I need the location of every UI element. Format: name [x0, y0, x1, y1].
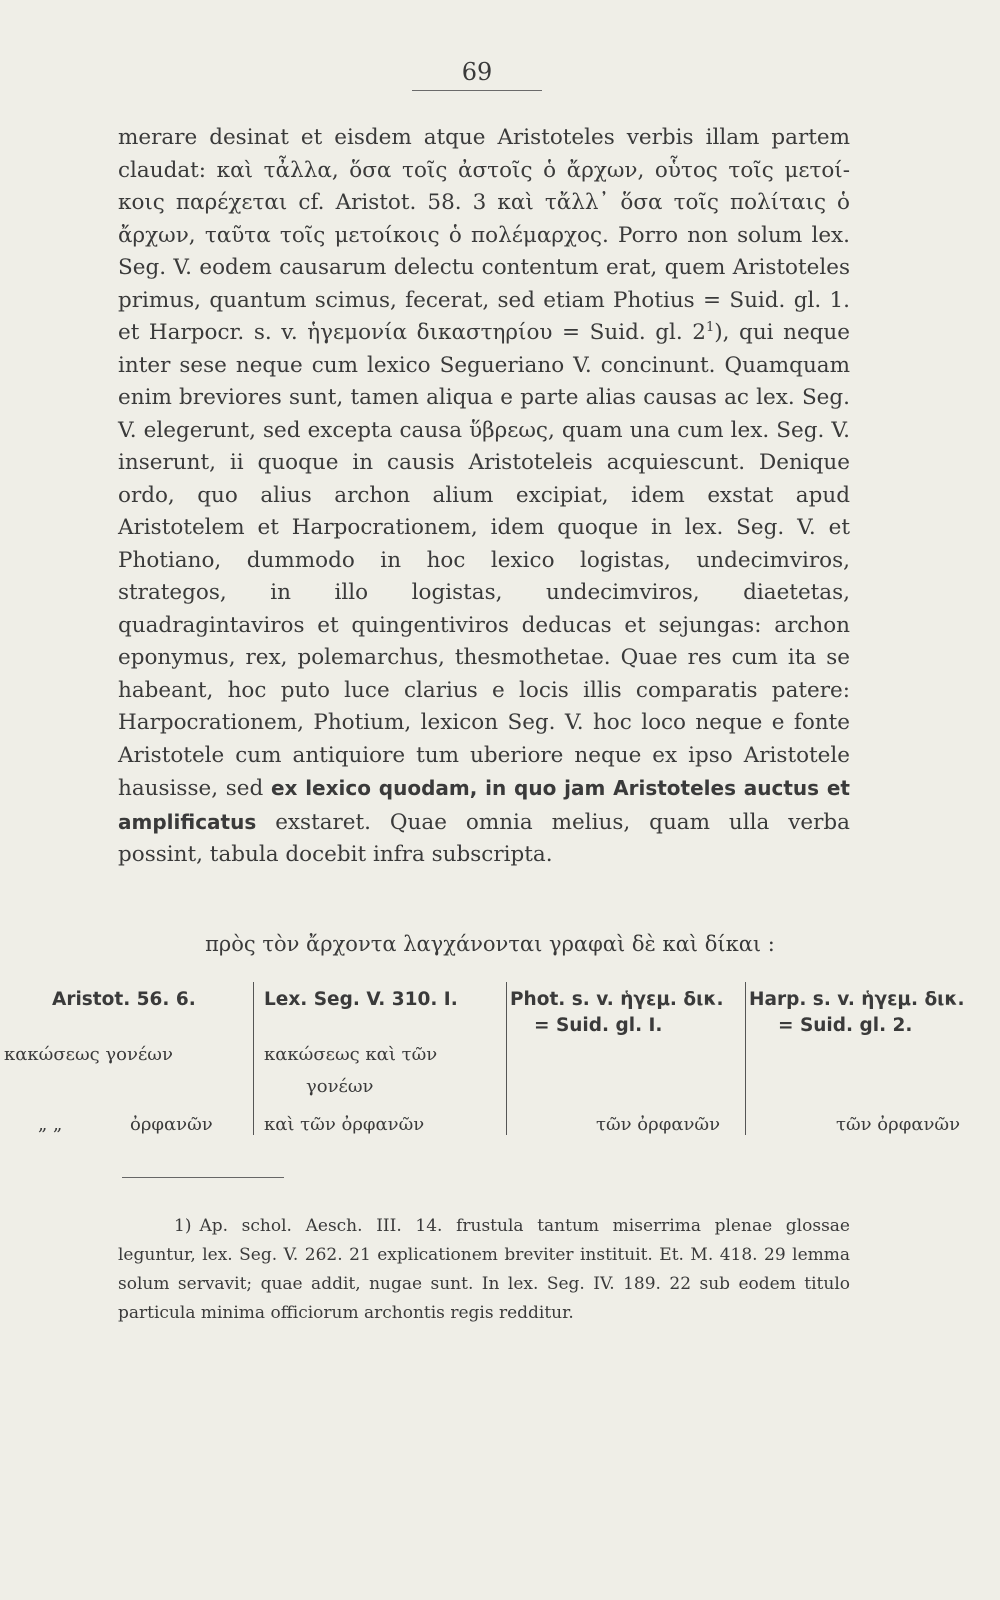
column-divider [745, 982, 746, 1135]
body-text-part-1: merare desinat et eisdem atque Aristoteles verbis illam partem claudat: καὶ τἆλλα, ὅσα τοῖς ἀστοῖς ὁ ἄρχων, οὗτος τοῖς μετοίκοις παρέχεται cf. Aristot. 58. 3 καὶ τἄλλ᾽ ὅσα τοῖς πολίταις ὁ ἄρχων, ταῦτα τοῖς μετοίκοις ὁ πολέμαρχος. Porro non solum lex. Seg. V. eodem causarum delectu contentum erat, quem Aristoteles primus, quantum scimus, fecerat, sed etiam Photius = Suid. gl. 1. et Harpocr. s. v. ἡγεμονία δικαστηρίου = Suid. gl. 2 [118, 125, 850, 345]
column-divider [506, 982, 507, 1135]
footnote-text: Ap. schol. Aesch. III. 14. frustula tantum miserrima plenae glossae leguntur, lex. Seg. V. 262. 21 explicationem breviter instituit. Et. M. 418. 29 lemma solum servavit; quae addit, nugae sunt. In lex. Seg. IV. 189. 22 sub eodem titulo particula minima officiorum archontis regis redditur. [118, 1216, 850, 1323]
footnote-rule [122, 1177, 284, 1178]
table-cell: τῶν ὀρφανῶν [596, 1114, 721, 1135]
column-header-photius: Phot. s. v. ἡγεμ. δικ. [510, 989, 724, 1010]
column-subheader-photius: = Suid. gl. I. [534, 1015, 663, 1036]
body-text-part-3: exstaret. Quae omnia melius, quam ulla verba possint, tabula docebit infra subscripta. [118, 809, 850, 867]
column-header-lexicon-seg: Lex. Seg. V. 310. I. [264, 989, 458, 1010]
footnote-reference: 1 [705, 319, 715, 335]
table-cell: ὀρφανῶν [130, 1114, 213, 1135]
table-cell: κακώσεως γονέων [4, 1044, 173, 1065]
table-cell: γονέων [306, 1076, 374, 1097]
table-cell: κακώσεως καὶ τῶν [264, 1044, 438, 1065]
column-header-aristotle: Aristot. 56. 6. [52, 989, 196, 1010]
table-cell: καὶ τῶν ὀρφανῶν [264, 1114, 425, 1135]
column-header-harpocration: Harp. s. v. ἡγεμ. δικ. [749, 989, 965, 1010]
table-caption: πρὸς τὸν ἄρχοντα λαγχάνονται γραφαὶ δὲ καὶ δίκαι : [205, 932, 775, 956]
footnote [118, 1212, 850, 1328]
table-cell: τῶν ὀρφανῶν [836, 1114, 961, 1135]
column-divider [253, 982, 254, 1135]
column-subheader-harpocration: = Suid. gl. 2. [778, 1015, 913, 1036]
footnote-label: 1) [174, 1216, 192, 1236]
bold-emphasis: ex lexico quodam, in quo jam Aristoteles auctus et amplificatus [118, 776, 850, 834]
ditto-mark: „ „ [38, 1114, 63, 1135]
page-number: 69 [412, 58, 542, 91]
body-text-part-2: ), qui neque inter sese neque cum lexico Segueriano V. concinunt. Quamquam enim breviores sunt, tamen aliqua e parte alias causas ac lex. Seg. V. elegerunt, sed excepta causa ὕβρεως, quam una cum lex. Seg. V. inserunt, ii quoque in causis Aristoteleis acquiescunt. Denique ordo, quo alius archon alium excipiat, idem exstat apud Aristotelem et Harpocrationem, idem quoque in lex. Seg. V. et Photiano, dummodo in hoc lexico logistas, undecimviros, strategos, in illo logistas, undecimviros, diaetetas, quadragintaviros et quingentiviros deducas et sejungas: archon eponymus, rex, polemarchus, thesmothetae. Quae res cum ita se habeant, hoc puto luce clarius e locis illis comparatis patere: Harpocrationem, Photium, lexicon Seg. V. hoc loco neque e fonte Aristotele cum antiquiore tum uberiore neque ex ipso Aristotele hausisse, sed [118, 320, 851, 801]
